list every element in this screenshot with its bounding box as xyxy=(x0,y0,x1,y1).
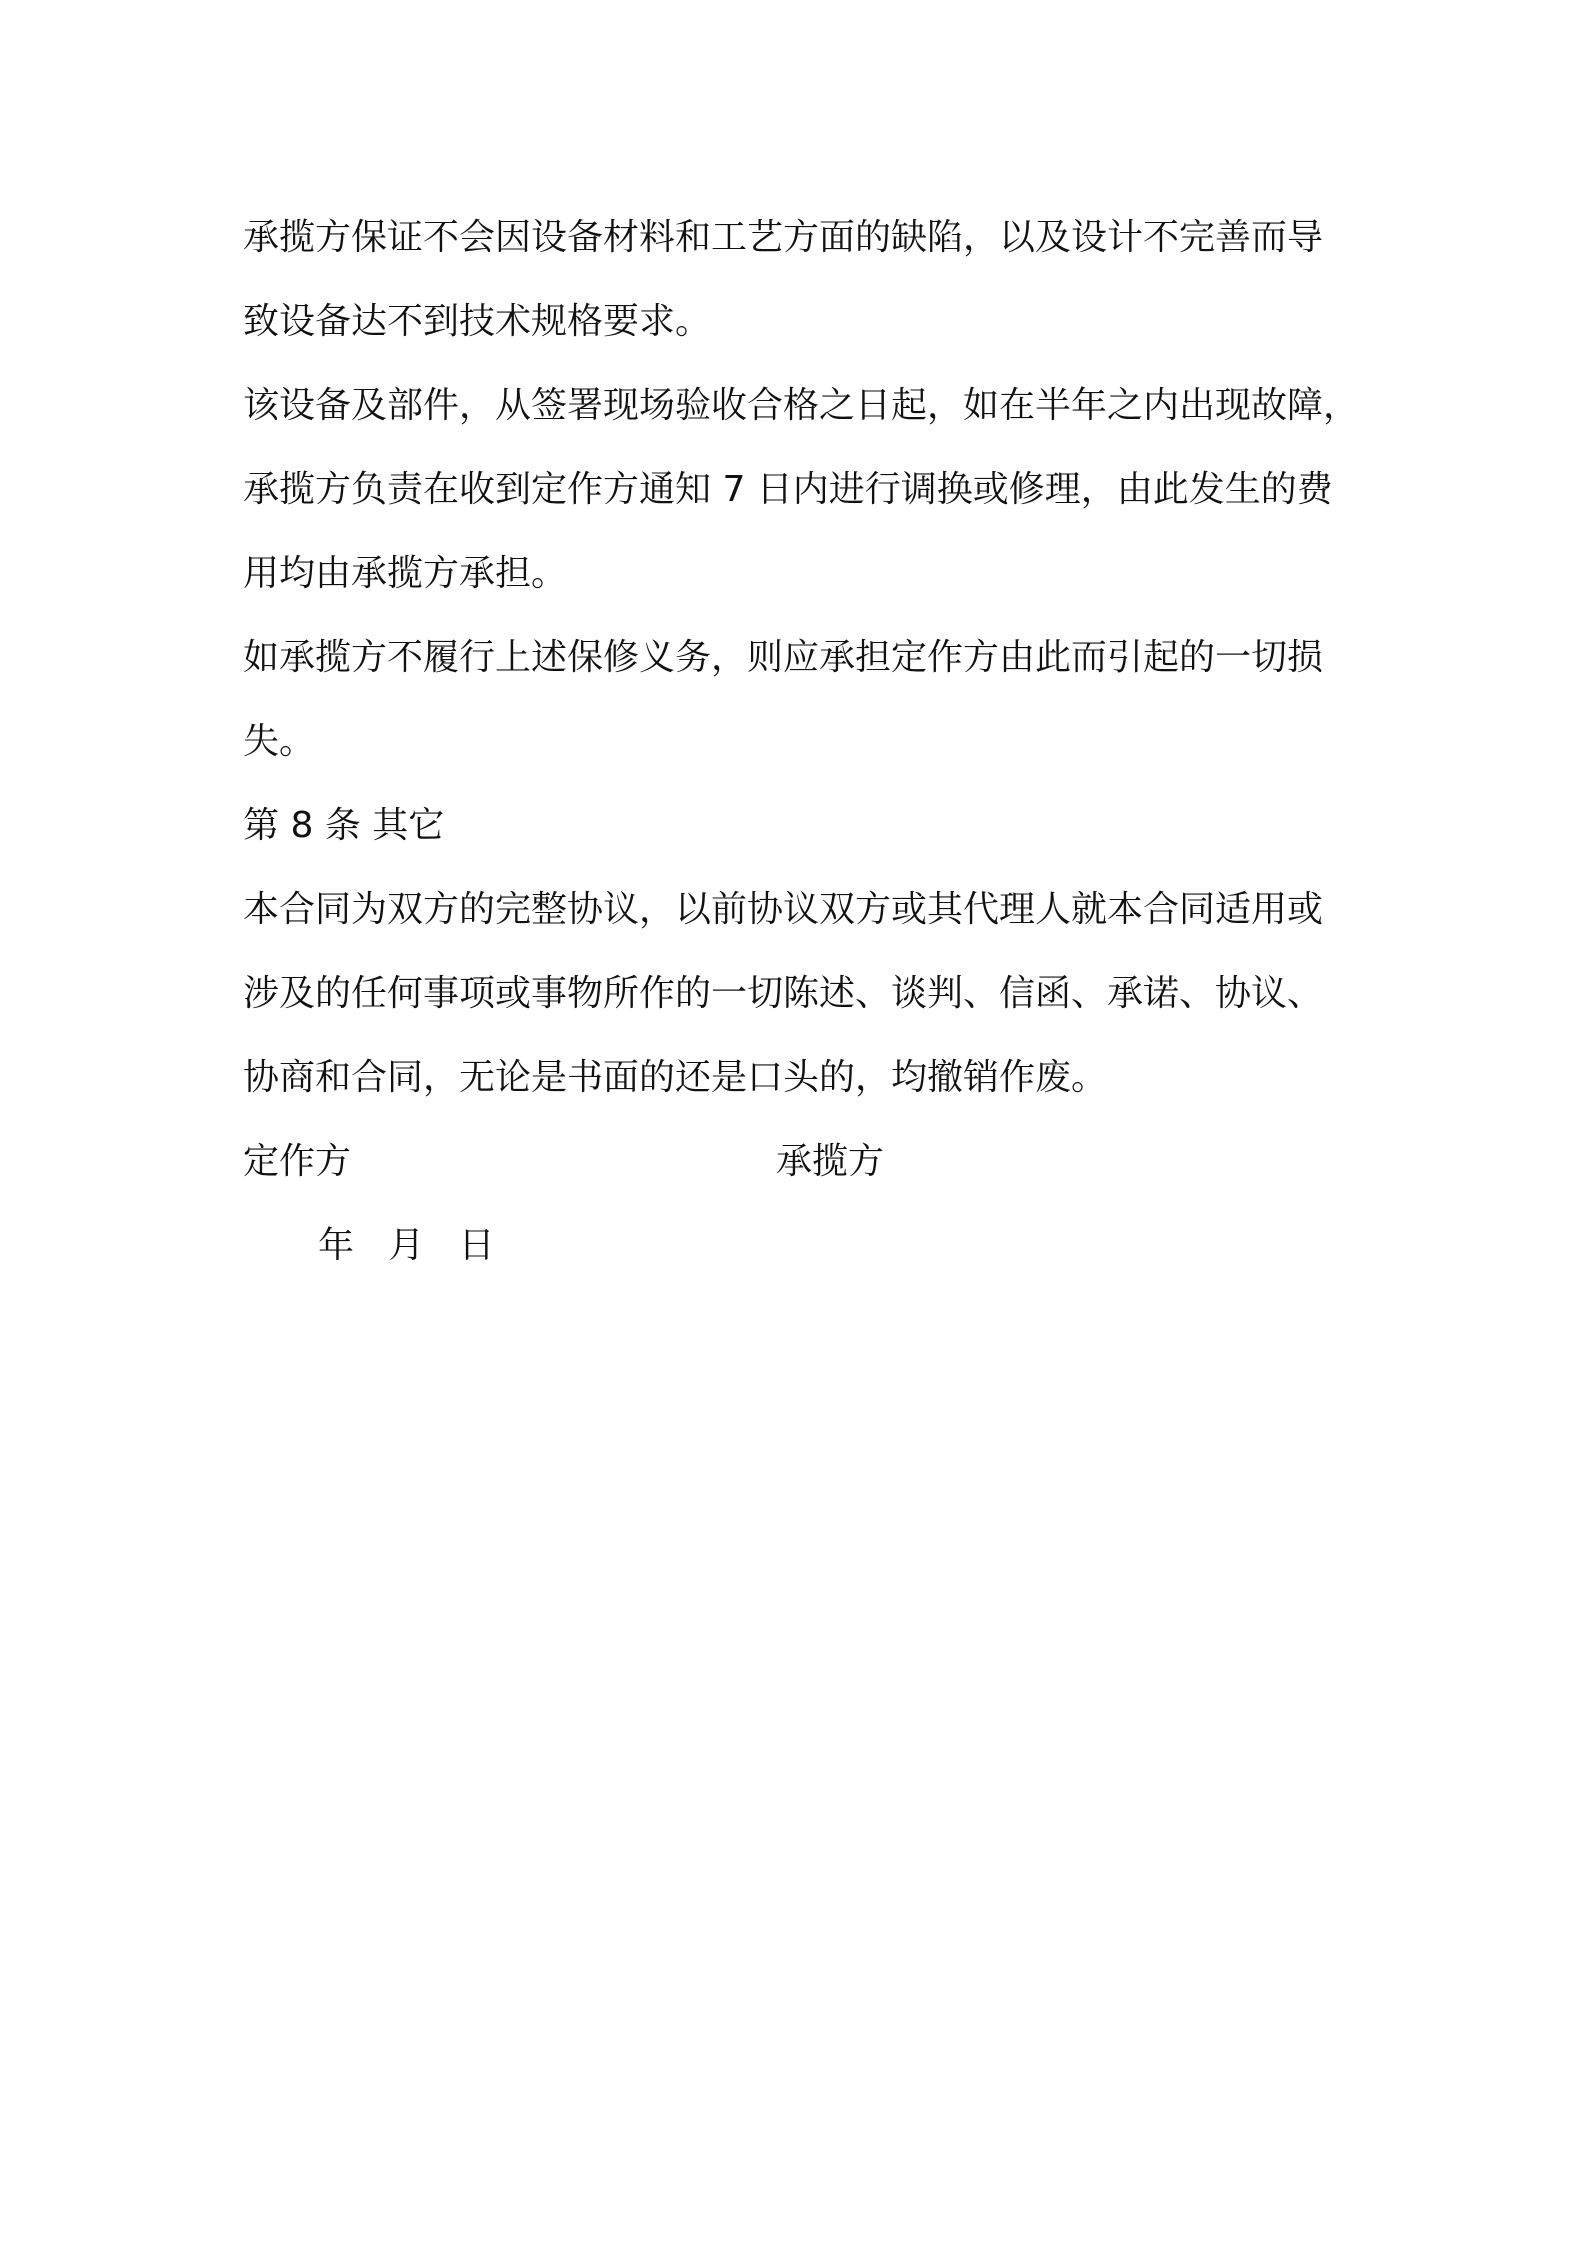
text-line: 承揽方保证不会因设备材料和工艺方面的缺陷，以及设计不完善而导 xyxy=(243,217,1324,258)
text-line: 用均由承揽方承担。 xyxy=(243,553,568,594)
text-line: 致设备达不到技术规格要求。 xyxy=(243,301,712,342)
warranty-liability-paragraph xyxy=(243,616,1363,784)
date-line: 年 月 日 xyxy=(318,1225,495,1266)
signature-row xyxy=(243,1120,1363,1204)
text-line: 协商和合同，无论是书面的还是口头的，均撤销作废。 xyxy=(243,1057,1108,1098)
text-line: 失。 xyxy=(243,721,316,762)
party-b-label: 承揽方 xyxy=(776,1141,885,1182)
text-line: 承揽方负责在收到定作方通知 7 日内进行调换或修理，由此发生的费 xyxy=(243,469,1333,510)
section-heading: 第 8 条 其它 xyxy=(243,805,445,846)
warranty-period-paragraph xyxy=(243,364,1363,616)
text-line: 如承揽方不履行上述保修义务，则应承担定作方由此而引起的一切损 xyxy=(243,637,1324,678)
article-8-heading xyxy=(243,784,1363,868)
entire-agreement-paragraph xyxy=(243,868,1363,1120)
text-line: 本合同为双方的完整协议，以前协议双方或其代理人就本合同适用或 xyxy=(243,889,1324,930)
party-a-label: 定作方 xyxy=(243,1141,352,1182)
text-line: 该设备及部件，从签署现场验收合格之日起，如在半年之内出现故障， xyxy=(243,385,1360,426)
document-body xyxy=(243,196,1363,1288)
warranty-guarantee-paragraph xyxy=(243,196,1363,364)
text-line: 涉及的任何事项或事物所作的一切陈述、谈判、信函、承诺、协议、 xyxy=(243,973,1324,1014)
